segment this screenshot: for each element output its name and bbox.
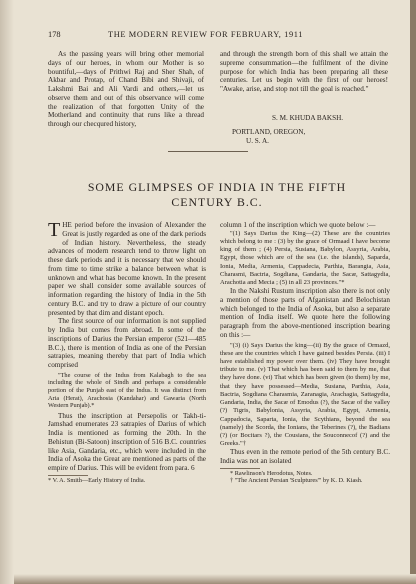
footnote-rule-right (220, 468, 260, 469)
running-header (40, 30, 404, 42)
article-paragraph-3: Thus the inscription at Persepolis or Takh-ti-Jamshad enumerates 23 satrapies of Darius of which India is mentioned as forming the 20th. In the Behistun (Bi-Satoon) inscription of 516 B.C. countries like Asia, Gandaria, etc., which were included in the India of Asoka the Great are mentioned as parts of the empire of Darius. This will be evident from para. 6 (48, 411, 206, 473)
article-title-line-1: SOME GLIMPSES OF INDIA IN THE FIFTH (87, 180, 347, 194)
article-paragraph-2: The first source of our information is not supplied by India but comes from abroad. In some of the inscriptions of Darius the Persian emperor (521—485 B.C.), there is mention of India as one of the Persian satrapies, meaning thereby that part of India which comprised (48, 317, 206, 369)
article-right-column (220, 221, 390, 485)
article-paragraph-1 (48, 221, 206, 317)
footnote-rawlinson: * Rawlinson's Herodotus, Notes. (230, 469, 313, 477)
prev-article-left-column (48, 50, 204, 129)
article-paragraph-4: column 1 of the inscription which we quote below :— (220, 221, 376, 229)
book-spine (410, 0, 416, 584)
article-paragraph-1-text: HE period before the invasion of Alexander the Great is justly regarded as one of the dark periods of Indian history. Nevertheless, the steady advances of modern research tend to throw light on these dark periods and it is necessary that we should from time to time strike a balance between what is unknown and what has become known. In the present paper we shall consider some available sources of information regarding the history of India in the 5th century B.C. and try to draw a picture of our country presented by that dim and distant epoch. (48, 221, 206, 317)
prev-article-left-text: As the passing years will bring other memorial days of our heroes, in whom our Mother is so bountiful,—days of Prithwi Raj and Sher Shah, of Akbar and Protap, of Chand Bibi and Shivaji, of Lakshmi Bai and Ali Vardi and others,—let us observe them and out of this observance will come the realization of that forgotten Unity of the Motherland and continuity that runs like a thread through our checqured history, (48, 50, 204, 128)
prev-article-right-text: and through the strength born of this shall we attain the supreme consummation—the fulfilment of the divine purpose for which India has been preparing all these centuries. Let us begin with the first of our heroes! "Awake, arise, and stop not till the goal is reached." (220, 50, 388, 93)
block-quote-nakshi-rustum: "(3) (i) Says Darius the king—(ii) By the grace of Ormazd, these are the countries which I have gained besides Persia. (iii) I have established my power over them. (iv) They have brought tribute to me. (v) That which has been said to them by me, that they have done. (vi) That which has been given (to them) by me, that they have possessed—Media, Susiana, Parthia, Asia, Bactria, Sogdiana Charasmia, Zaranagia, Arachagia, Sattagydia, Gandaria, India, the Sacæ of Emodus (?), the Sacæ of the valley (?) Tigris, Babylonia, Assyria, Arabia, Egypt, Armenia, Cappadocia, Saparta, Ionia, the Scythians, beyond the sea (namely) the Scorda, the Ionians, the Teberines (?), the Badians (?) (or Bocitars ?), the Cousians, the Souconnecof (?) and the Greeks."† (220, 341, 390, 448)
author-country: U. S. A. (246, 137, 269, 145)
author-place: PORTLAND, OREGON, (232, 128, 306, 136)
page-number: 178 (48, 30, 61, 39)
article-title (48, 180, 386, 210)
author-signature: S. M. KHUDA BAKSH. (272, 114, 344, 122)
article-title-line-2: CENTURY B.C. (171, 195, 263, 209)
footnote-rule (48, 475, 88, 476)
article-paragraph-6: Thus even in the remote period of the 5th century B.C. India was not an isolated (220, 448, 390, 466)
footnote-kiash: † "The Ancient Persian 'Sculptures'" by K. D. Kiash. (230, 477, 363, 485)
article-paragraph-5: In the Nakshi Rustum inscription also there is not only a mention of those parts of Afganistan and Belochistan which belonged to the India of Asoka, but also a separate mention of India itself. We quote here the following paragraph from the above-mentioned inscription bearing on this :— (220, 287, 390, 339)
section-divider (168, 151, 248, 152)
running-title: THE MODERN REVIEW FOR FEBRUARY, 1911 (108, 30, 304, 39)
footnote-smith: * V. A. Smith—Early History of India. (48, 476, 146, 484)
prev-article-right-column (220, 50, 388, 94)
block-quote-behistun: "(1) Says Darius the King—(2) These are the countries which belong to me : (3) by the grace of Ormaad I have become king of them ; (4) Persia, Susiana, Babylon, Assyria, Arabia, Egypt, those which are of the sea (i.e. the islands), Saparda, Ionia, Media, Armenia, Cappadecia, Parthia, Barangia, Asia, Charasmi, Bactria, Sogdiana, Gandaria, the Sacæ, Sattagydia, Arachotia and Mecia ; (5) in all 23 provinces."* (220, 229, 390, 286)
article-left-column (48, 221, 206, 485)
page-bottom-edge (0, 574, 416, 584)
block-quote-indus: "The course of the Indus from Kalabagh to the sea including the whole of Sindh and perhaps a considerable portion of the Punjab east of the Indus. It was distinct from Aria (Herat), Arachosia (Kandahar) and Gawaria (North Western Punjab).* (48, 371, 206, 410)
drop-cap: T (48, 219, 61, 241)
